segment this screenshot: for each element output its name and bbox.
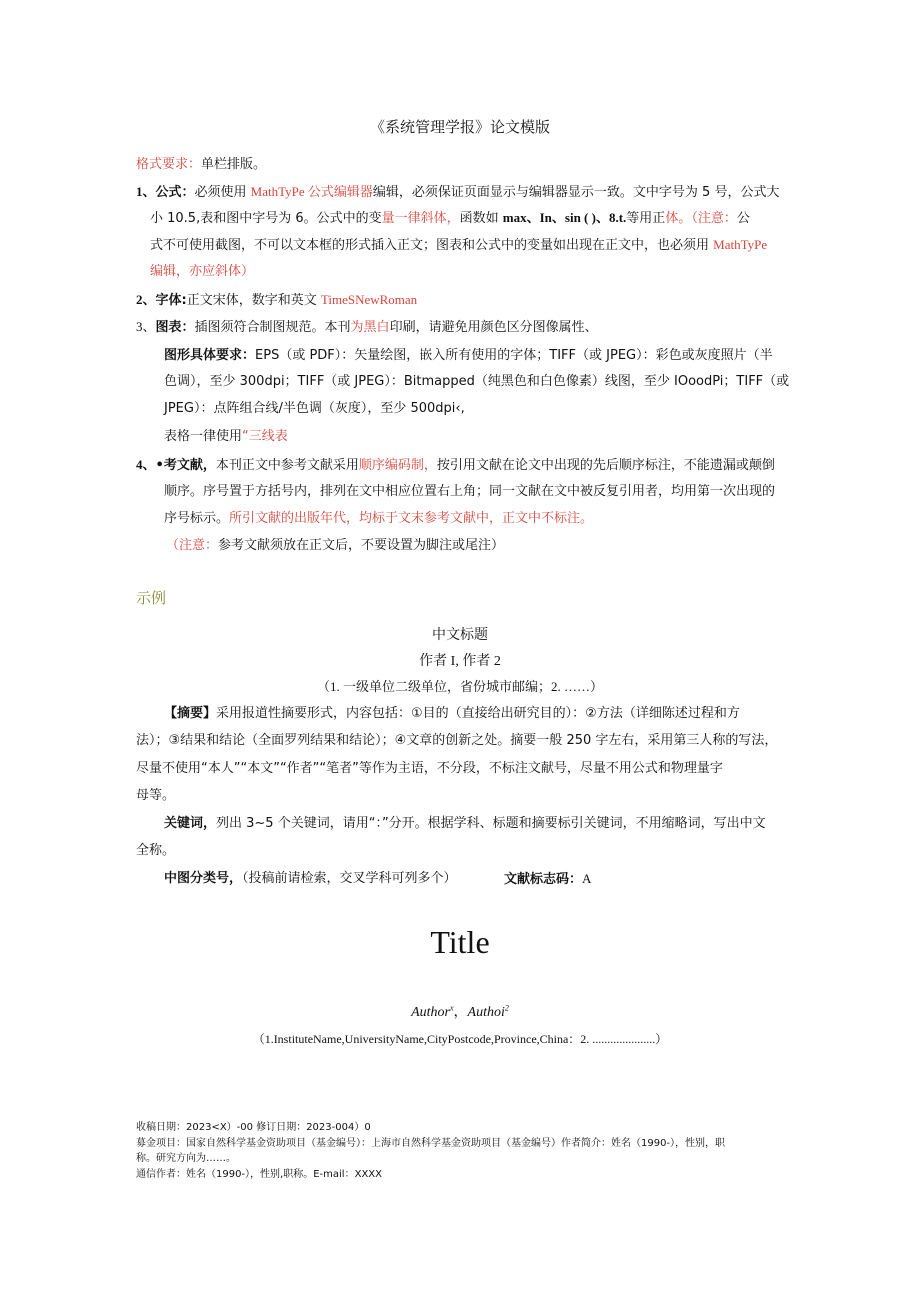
- en-author1-sup: x: [449, 1003, 454, 1013]
- item4-year-note: 所引文献的出版年代，均标于文末参考文献中，正文中不标注。: [229, 511, 594, 526]
- item2-text: 正文宋体，数字和英文: [186, 293, 321, 308]
- cn-affiliation: （1. 一级单位二级单位，省份城市邮编；2. ……）: [316, 679, 603, 694]
- item4-line4: [166, 537, 504, 555]
- item1-text: 式不可使用截图，不可以文本框的形式插入正文；图表和公式中的变量如出现在正文中，也必须用: [150, 238, 714, 253]
- item4-text: 序号标示。: [164, 511, 230, 526]
- item3-line3: 色调），至少 300dpi；TIFF（或 JPEG）：Bitmapped（纯黑色和白色像素）线图，至少 IOoodPi；TIFF（或: [164, 374, 790, 389]
- item1-line1: [136, 183, 779, 202]
- item1-text: 等用正: [626, 211, 666, 226]
- doc-code-line: [504, 870, 591, 889]
- item3-text: 印刷，请避免用颜色区分图像属性、: [389, 320, 598, 335]
- item4-text: 按引用文献在论文中出现的先后顺序标注，不能遗漏或颠倒: [436, 458, 775, 473]
- format-requirement: [136, 156, 266, 174]
- item1-text: 必须使用: [194, 185, 251, 200]
- en-author-separator: ，: [453, 1005, 468, 1020]
- abstract-line1: [164, 705, 740, 723]
- item4-number: 4、: [136, 457, 156, 472]
- item2-heading: 字体:: [155, 293, 187, 308]
- item1-number: 1、: [136, 184, 156, 199]
- en-authors: [0, 1001, 920, 1021]
- item1-mathtype: MathTyPe 公式编辑器: [250, 184, 373, 199]
- item1-mathtype: MathTyPe: [713, 237, 768, 252]
- item2-line: [136, 291, 417, 310]
- item3-line5: [164, 428, 288, 446]
- item1-line4: 编辑，亦应斜体）: [150, 264, 255, 279]
- item4-note-label: （注意：: [166, 538, 219, 553]
- item3-text: EPS（或 PDF）：矢量绘图，嵌入所有使用的字体；TIFF（或 JPEG）：彩色或灰度照片（半: [255, 348, 773, 363]
- doc-code-label: 文献标志码：: [504, 872, 583, 887]
- item4-encoding-note: 顺序编码制，: [358, 458, 437, 473]
- item1-line2: [150, 209, 750, 228]
- item3-line2: [164, 347, 773, 365]
- item1-text: 公: [736, 211, 750, 226]
- item1-note: 体。（注意：: [665, 211, 737, 226]
- item4-line3: [164, 510, 593, 528]
- keywords-line2: 全称。: [136, 843, 176, 858]
- footer-research: 称。研究方向为……。: [136, 1153, 236, 1164]
- item1-heading: 公式：: [155, 185, 195, 200]
- item3-line4: JPEG）：点阵组合线/半色调（灰度），至少 500dpi‹,: [164, 401, 465, 416]
- item3-line1: [136, 318, 598, 337]
- footer-funding: 募金项目：国家自然科学基金资助项目（基金编号）：上海市自然科学基金资助项目（基金编号）作者简介：姓名（1990-），性别，职: [136, 1138, 726, 1149]
- item1-text: 编辑，必须保证页面显示与编辑器显示一致。文中字号为 5 号，公式大: [372, 185, 780, 200]
- item1-functions: max、In、sin ( )、8.t.: [502, 210, 627, 225]
- footer-dates: 收稿日期：2023<X）-00 修订日期：2023-004）0: [136, 1122, 371, 1133]
- item3-text: 表格一律使用: [164, 429, 243, 444]
- en-title: Title: [430, 924, 490, 960]
- classification-text: （投稿前请检索，交叉学科可列多个）: [242, 871, 457, 886]
- keywords-text: 列出 3~5 个关键词，请用“：”分开。根据学科、标题和摘要标引关键词，不用缩略词，写出中文: [216, 816, 766, 831]
- en-author2: Authoi: [467, 1005, 505, 1020]
- item3-three-line-table: “三线表: [242, 429, 288, 444]
- item1-italic-note: 量一律斜体，: [381, 211, 460, 226]
- item4-line1: [136, 456, 775, 475]
- abstract-text: 采用报道性摘要形式，内容包括：①目的（直接给出研究目的）：②方法（详细陈述过程和方: [216, 706, 740, 721]
- footer-correspondence: 通信作者：姓名（1990-），性别,职称。E-mail：XXXX: [136, 1169, 382, 1180]
- classification-label: 中图分类号，: [164, 871, 243, 886]
- item1-text: 函数如: [459, 211, 503, 226]
- item4-text: 参考文献须放在正文后，不要设置为脚注或尾注）: [218, 538, 505, 553]
- abstract-line2: 法）；③结果和结论（全面罗列结果和结论）；④文章的创新之处。摘要一般 250 字左右，采用第三人称的写法，: [136, 733, 778, 748]
- doc-code-value: A: [582, 871, 592, 886]
- item3-heading: 图表：: [155, 320, 195, 335]
- format-label: 格式要求：: [136, 157, 202, 172]
- example-label: 示例: [136, 589, 167, 607]
- en-author1: Author: [411, 1005, 450, 1020]
- item3-bw-note: 为黑白: [350, 320, 390, 335]
- item3-number: 3、: [136, 319, 156, 334]
- item4-line2: 顺序。序号置于方括号内，排列在文中相应位置右上角；同一文献在文中被反复引用者，均用第一次出现的: [164, 484, 776, 499]
- en-author2-sup: 2: [504, 1003, 509, 1013]
- abstract-line4: 母等。: [136, 788, 176, 803]
- format-text: 单栏排版。: [201, 157, 267, 172]
- cn-title: 中文标题: [432, 628, 488, 643]
- item3-subheading: 图形具体要求：: [164, 348, 256, 363]
- keywords-label: 关键词，: [164, 816, 217, 831]
- abstract-line3: 尽量不使用“本人”“本文”“作者”“笔者”等作为主语，不分段，不标注文献号，尽量不用公式和物理量字: [136, 761, 723, 776]
- item4-text: 本刊正文中参考文献采用: [215, 458, 359, 473]
- item3-text: 插图须符合制图规范。本刊: [194, 320, 351, 335]
- classification-line: [164, 870, 457, 888]
- item2-number: 2、: [136, 292, 156, 307]
- item4-heading: •考文献，: [155, 458, 216, 473]
- cn-authors: 作者 I, 作者 2: [419, 654, 501, 669]
- keywords-line1: [164, 815, 766, 833]
- document-title: 《系统管理学报》论文模版: [369, 118, 550, 136]
- item1-text: 小 10.5,表和图中字号为 6。公式中的变: [150, 211, 382, 226]
- en-affiliation: （1.InstituteName,UniversityName,CityPostcode,Province,China：2. .....................）: [252, 1032, 668, 1046]
- item1-line3: [150, 236, 767, 255]
- item2-font-name: TimeSNewRoman: [320, 292, 418, 307]
- abstract-label: 【摘要】: [164, 706, 217, 721]
